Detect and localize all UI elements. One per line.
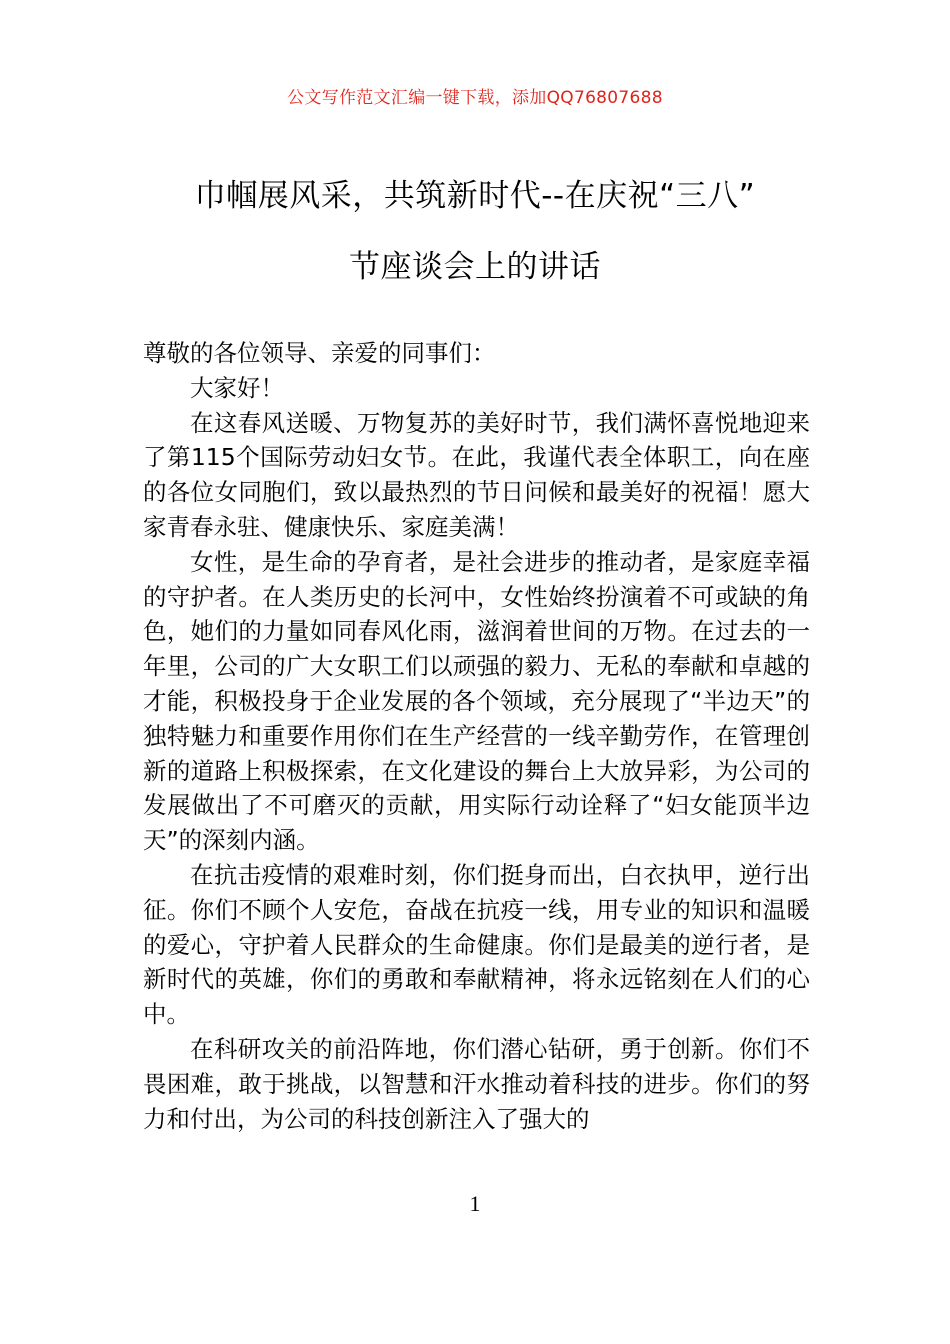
- paragraph: 女性，是生命的孕育者，是社会进步的推动者，是家庭幸福的守护者。在人类历史的长河中，女性始终扮演着不可或缺的角色，她们的力量如同春风化雨，滋润着世间的万物。在过去的一年里，公司的广大女职工们以顽强的毅力、无私的奉献和卓越的才能，积极投身于企业发展的各个领域，充分展现了“半边天”的独特魅力和重要作用你们在生产经营的一线辛勤劳作，在管理创新的道路上积极探索，在文化建设的舞台上大放异彩，为公司的发展做出了不可磨灭的贡献，用实际行动诠释了“妇女能顶半边天”的深刻内涵。: [143, 547, 810, 855]
- speech-body: [143, 336, 810, 1136]
- salutation: 尊敬的各位领导、亲爱的同事们：: [143, 339, 496, 367]
- paragraph: 在抗击疫情的艰难时刻，你们挺身而出，白衣执甲，逆行出征。你们不顾个人安危，奋战在抗疫一线，用专业的知识和温暖的爱心，守护着人民群众的生命健康。你们是最美的逆行者，是新时代的英雄，你们的勇敢和奉献精神，将永远铭刻在人们的心中。: [143, 860, 810, 1029]
- paragraph: 在科研攻关的前沿阵地，你们潜心钻研，勇于创新。你们不畏困难，敢于挑战，以智慧和汗水推动着科技的进步。你们的努力和付出，为公司的科技创新注入了强大的: [143, 1034, 810, 1133]
- page-number: 1: [469, 1191, 481, 1216]
- paragraph: 在这春风送暖、万物复苏的美好时节，我们满怀喜悦地迎来了第115个国际劳动妇女节。在此，我谨代表全体职工，向在座的各位女同胞们，致以最热烈的节日问候和最美好的祝福！愿大家青春永驻、健康快乐、家庭美满！: [143, 408, 810, 541]
- page-title-line-1: 巾帼展风采，共筑新时代--在庆祝“三八”: [194, 178, 756, 214]
- page-title-line-2: 节座谈会上的讲话: [349, 249, 601, 285]
- download-banner: 公文写作范文汇编一键下载，添加QQ76807688: [287, 88, 663, 108]
- greeting: 大家好！: [190, 373, 284, 402]
